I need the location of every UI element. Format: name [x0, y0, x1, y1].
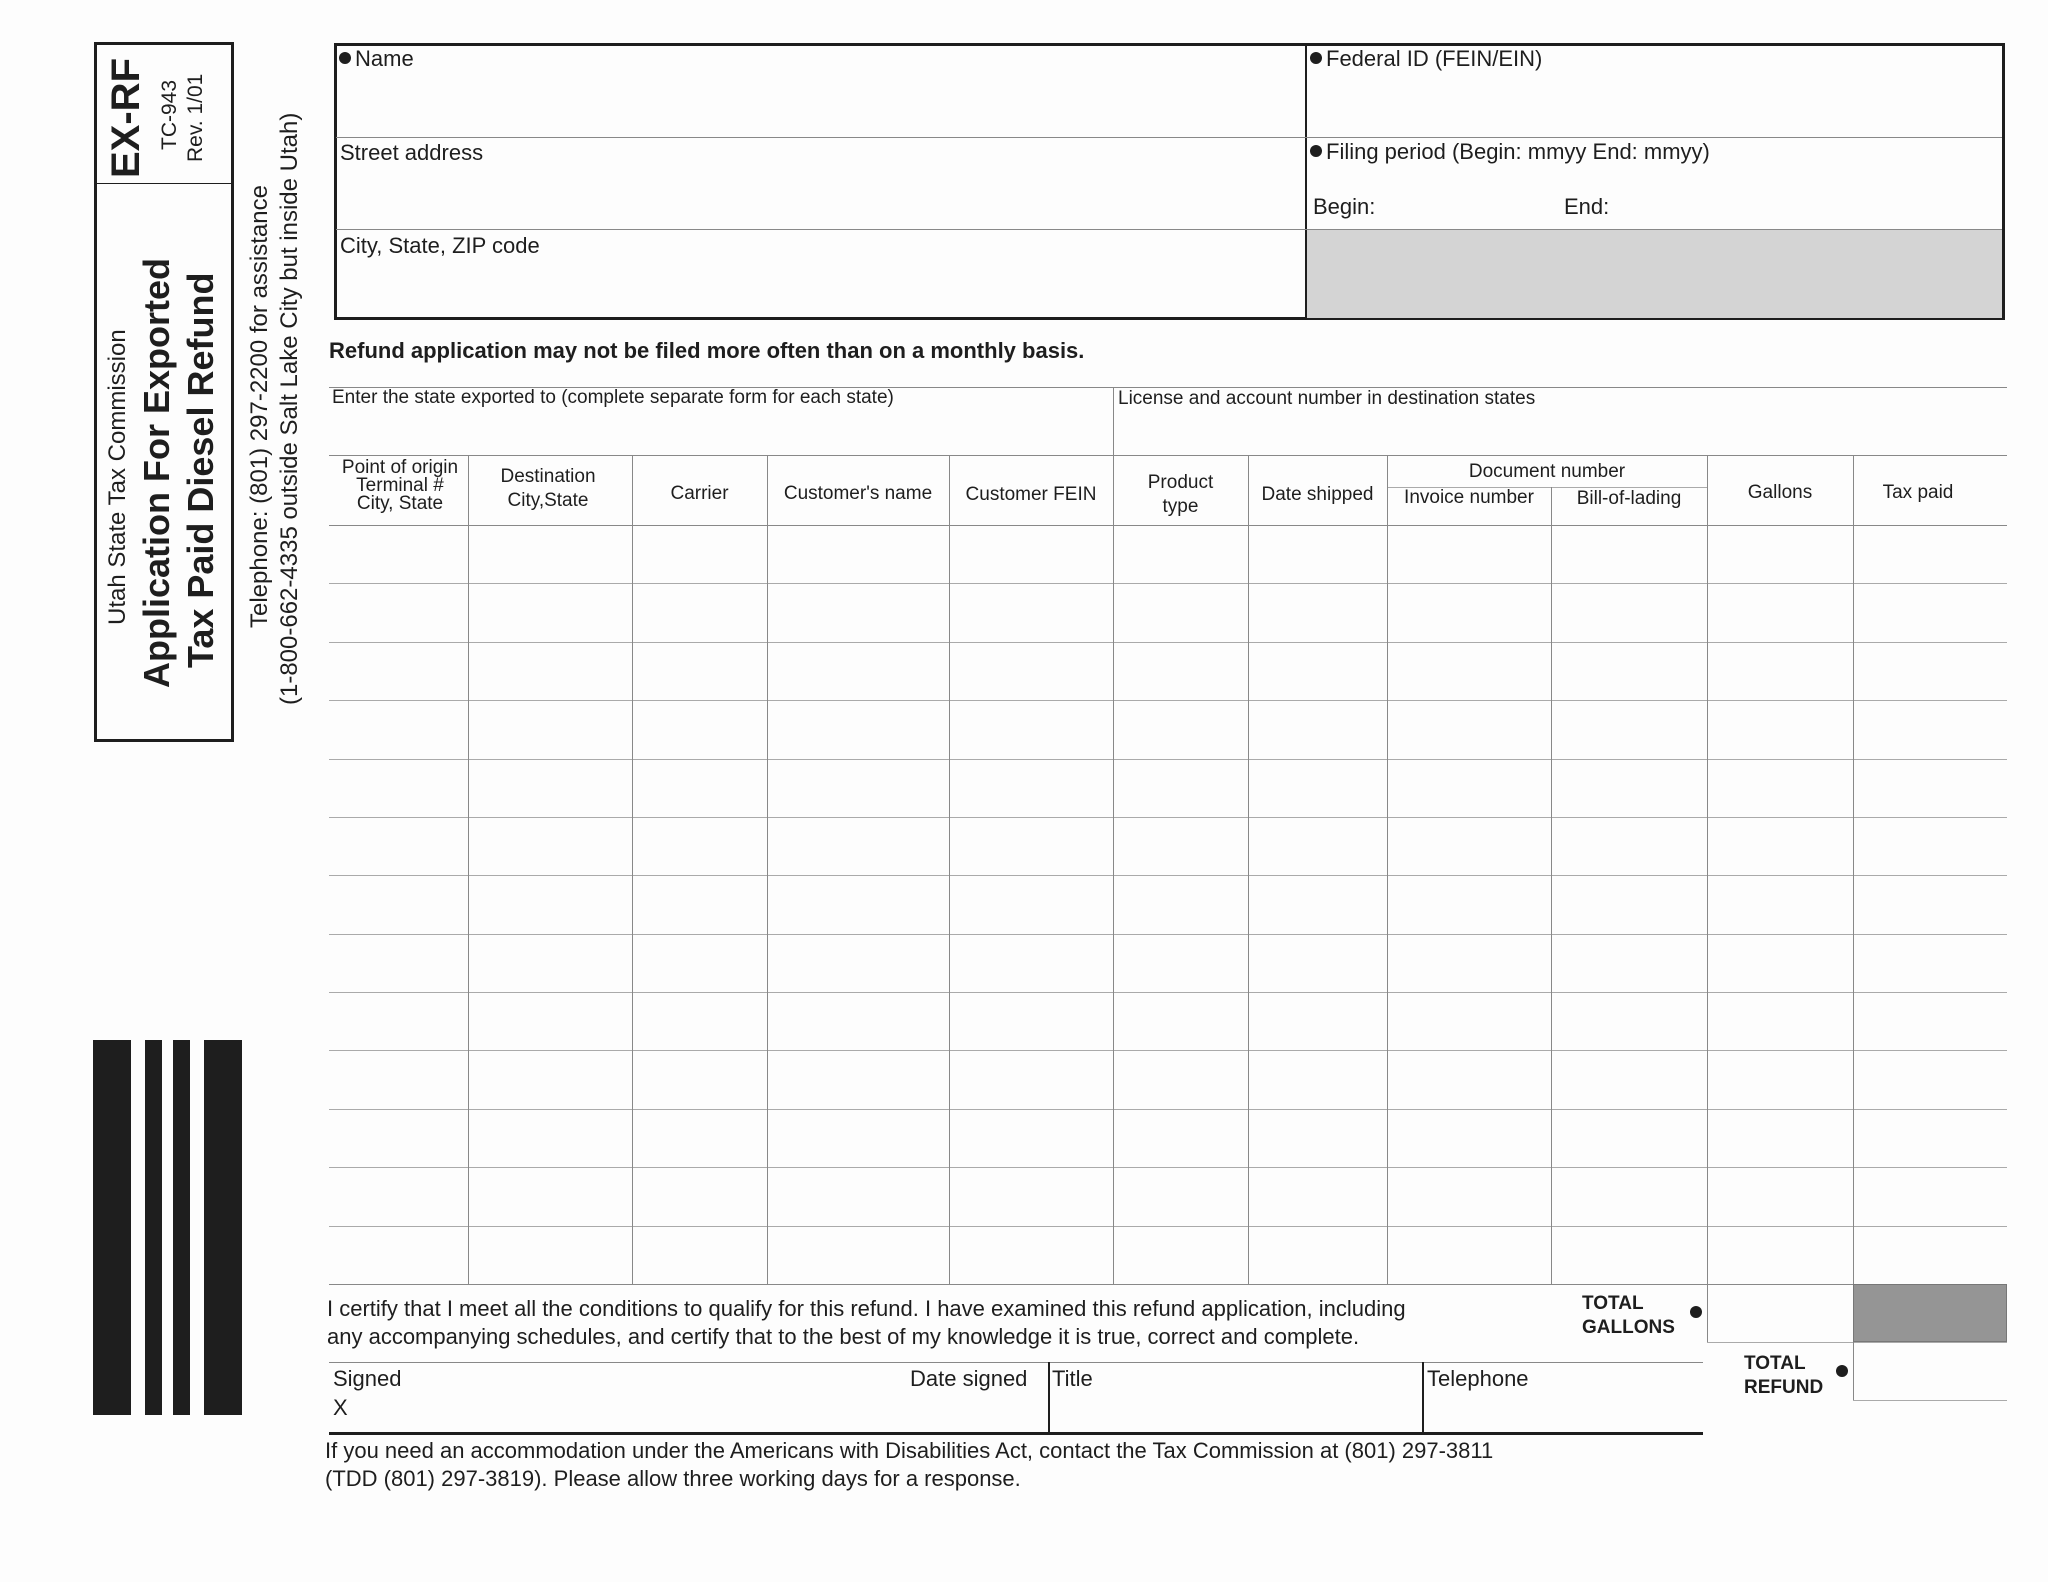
table-cell[interactable] — [330, 1168, 467, 1224]
table-cell[interactable] — [633, 993, 766, 1049]
table-cell[interactable] — [469, 1227, 631, 1283]
street-label: Street address — [340, 140, 484, 165]
table-cell[interactable] — [469, 584, 631, 640]
col-document-number: Document number — [1468, 461, 1626, 482]
table-cell[interactable] — [330, 526, 467, 582]
required-bullet-icon — [1310, 145, 1322, 157]
begin-field[interactable]: Begin: — [1313, 194, 1376, 219]
table-cell[interactable] — [633, 1168, 766, 1224]
col-origin-l3: City, State — [356, 493, 444, 514]
state-exported-field[interactable]: Enter the state exported to (complete separate form for each state) — [332, 387, 894, 408]
table-cell[interactable] — [950, 993, 1112, 1049]
name-field[interactable] — [339, 46, 414, 72]
table-cell[interactable] — [1249, 993, 1386, 1049]
table-cell[interactable] — [950, 1110, 1112, 1166]
table-cell[interactable] — [330, 1110, 467, 1166]
table-cell[interactable] — [1552, 584, 1706, 640]
table-cell[interactable] — [1552, 701, 1706, 757]
table-cell[interactable] — [950, 1227, 1112, 1283]
col-product-l1: Product — [1147, 472, 1214, 493]
required-bullet-icon — [1836, 1365, 1848, 1377]
table-cell[interactable] — [633, 1227, 766, 1283]
city-label: City, State, ZIP code — [340, 233, 540, 258]
table-cell[interactable] — [469, 1168, 631, 1224]
table-cell[interactable] — [768, 1051, 948, 1107]
total-gallons-input[interactable] — [1709, 1286, 1851, 1340]
table-cell[interactable] — [1708, 993, 1852, 1049]
table-cell[interactable] — [633, 818, 766, 874]
table-cell[interactable] — [330, 584, 467, 640]
table-cell[interactable] — [1249, 760, 1386, 816]
telephone-field[interactable]: Telephone — [1427, 1366, 1529, 1391]
required-bullet-icon — [339, 52, 351, 64]
table-cell[interactable] — [1854, 701, 2006, 757]
phone-line2: (1-800-662-4335 outside Salt Lake City but inside Utah) — [276, 112, 303, 705]
table-cell[interactable] — [950, 760, 1112, 816]
table-cell[interactable] — [1249, 818, 1386, 874]
table-cell[interactable] — [633, 643, 766, 699]
table-cell[interactable] — [1854, 1051, 2006, 1107]
table-cell[interactable] — [633, 760, 766, 816]
form-title-line2: Tax Paid Diesel Refund — [180, 272, 221, 668]
col-destination-l1: Destination — [500, 466, 596, 487]
table-cell[interactable] — [1854, 643, 2006, 699]
table-cell[interactable] — [1249, 643, 1386, 699]
certification-line1: I certify that I meet all the conditions to qualify for this refund. I have examined this refund application, including — [327, 1296, 1406, 1321]
total-refund-l2: REFUND — [1744, 1377, 1824, 1398]
table-cell[interactable] — [950, 584, 1112, 640]
table-cell[interactable] — [1388, 1110, 1550, 1166]
table-cell[interactable] — [1114, 1227, 1247, 1283]
table-cell[interactable] — [469, 818, 631, 874]
table-cell[interactable] — [1854, 993, 2006, 1049]
table-cell[interactable] — [469, 643, 631, 699]
signed-label: Signed — [333, 1366, 402, 1391]
table-cell[interactable] — [330, 935, 467, 991]
table-cell[interactable] — [1552, 1168, 1706, 1224]
table-cell[interactable] — [1708, 701, 1852, 757]
total-gallons-l2: GALLONS — [1582, 1317, 1675, 1338]
table-cell[interactable] — [950, 643, 1112, 699]
certification-text — [327, 1295, 1406, 1351]
table-cell[interactable] — [768, 818, 948, 874]
form-revision: Rev. 1/01 — [184, 73, 207, 162]
col-tax-paid: Tax paid — [1882, 482, 1954, 503]
col-customer-fein: Customer FEIN — [965, 484, 1097, 505]
street-address-field[interactable] — [340, 140, 483, 166]
table-cell[interactable] — [469, 1051, 631, 1107]
table-cell[interactable] — [469, 876, 631, 932]
table-cell[interactable] — [469, 935, 631, 991]
table-cell[interactable] — [469, 760, 631, 816]
table-cell[interactable] — [768, 760, 948, 816]
form-code: EX-RF — [104, 58, 148, 178]
table-cell[interactable] — [1114, 818, 1247, 874]
table-cell[interactable] — [1708, 935, 1852, 991]
table-cell[interactable] — [1388, 643, 1550, 699]
table-cell[interactable] — [950, 1168, 1112, 1224]
agency-name: Utah State Tax Commission — [104, 329, 131, 625]
col-destination — [468, 467, 628, 511]
table-cell[interactable] — [1854, 584, 2006, 640]
name-label: Name — [355, 46, 414, 71]
table-cell[interactable] — [1552, 1227, 1706, 1283]
table-cell[interactable] — [1388, 1227, 1550, 1283]
table-cell[interactable] — [1854, 876, 2006, 932]
table-cell[interactable] — [768, 1168, 948, 1224]
ada-footer-line1: If you need an accommodation under the Americans with Disabilities Act, contact the Tax Commission at (801) 297-3811 — [325, 1438, 1494, 1463]
table-cell[interactable] — [633, 526, 766, 582]
table-cell[interactable] — [1249, 526, 1386, 582]
certification-line2: any accompanying schedules, and certify that to the best of my knowledge it is true, correct and complete. — [327, 1324, 1360, 1349]
table-cell[interactable] — [1114, 993, 1247, 1049]
table-cell[interactable] — [1249, 584, 1386, 640]
table-cell[interactable] — [1708, 526, 1852, 582]
table-cell[interactable] — [1388, 701, 1550, 757]
col-invoice-number: Invoice number — [1404, 487, 1534, 508]
table-cell[interactable] — [1552, 818, 1706, 874]
table-cell[interactable] — [1114, 935, 1247, 991]
table-cell[interactable] — [1388, 526, 1550, 582]
table-cell[interactable] — [768, 701, 948, 757]
table-cell[interactable] — [1854, 935, 2006, 991]
ada-footer — [325, 1437, 1493, 1493]
phone-line1: Telephone: (801) 297-2200 for assistance — [246, 185, 273, 628]
end-field[interactable]: End: — [1564, 194, 1610, 219]
table-cell[interactable] — [1388, 760, 1550, 816]
table-cell[interactable] — [1708, 1110, 1852, 1166]
table-cell[interactable] — [1388, 993, 1550, 1049]
table-cell[interactable] — [1708, 1168, 1852, 1224]
col-origin-l2: Terminal # — [356, 475, 444, 496]
ada-footer-line2: (TDD (801) 297-3819). Please allow three working days for a response. — [325, 1466, 1021, 1491]
table-cell[interactable] — [1114, 526, 1247, 582]
form-number: TC-943 — [158, 79, 181, 150]
table-cell[interactable] — [330, 818, 467, 874]
table-cell[interactable] — [768, 584, 948, 640]
table-cell[interactable] — [1249, 1110, 1386, 1166]
table-cell[interactable] — [950, 526, 1112, 582]
col-customer-name: Customer's name — [783, 483, 933, 504]
table-cell[interactable] — [1388, 584, 1550, 640]
table-cell[interactable] — [1114, 701, 1247, 757]
table-cell[interactable] — [469, 993, 631, 1049]
table-cell[interactable] — [950, 1051, 1112, 1107]
filing-frequency-notice: Refund application may not be filed more often than on a monthly basis. — [329, 338, 1085, 363]
filing-period-label: Filing period (Begin: mmyy End: mmyy) — [1326, 139, 1710, 164]
table-cell[interactable] — [1114, 760, 1247, 816]
required-bullet-icon — [1310, 52, 1322, 64]
date-signed-field[interactable]: Date signed — [910, 1366, 1028, 1391]
table-cell[interactable] — [633, 584, 766, 640]
table-cell[interactable] — [330, 643, 467, 699]
table-cell[interactable] — [1708, 760, 1852, 816]
table-cell[interactable] — [768, 1227, 948, 1283]
total-refund-input[interactable] — [1855, 1344, 2005, 1398]
table-cell[interactable] — [1388, 818, 1550, 874]
col-carrier: Carrier — [670, 483, 729, 504]
col-origin — [330, 459, 470, 513]
table-cell[interactable] — [1552, 760, 1706, 816]
table-cell[interactable] — [1114, 643, 1247, 699]
table-cell[interactable] — [469, 526, 631, 582]
table-cell[interactable] — [1854, 818, 2006, 874]
col-destination-l2: City,State — [507, 490, 589, 511]
table-cell[interactable] — [1249, 701, 1386, 757]
table-cell[interactable] — [1552, 1110, 1706, 1166]
col-product-l2: type — [1162, 496, 1199, 517]
table-cell[interactable] — [1708, 1227, 1852, 1283]
table-cell[interactable] — [1708, 584, 1852, 640]
shaded-office-use-area — [1306, 230, 2002, 318]
table-cell[interactable] — [633, 876, 766, 932]
table-cell[interactable] — [1708, 818, 1852, 874]
table-cell[interactable] — [1388, 876, 1550, 932]
table-cell[interactable] — [1552, 993, 1706, 1049]
table-cell[interactable] — [330, 1227, 467, 1283]
table-cell[interactable] — [1854, 1168, 2006, 1224]
table-cell[interactable] — [1552, 526, 1706, 582]
table-cell[interactable] — [1708, 643, 1852, 699]
table-cell[interactable] — [768, 526, 948, 582]
table-cell[interactable] — [330, 993, 467, 1049]
fein-field[interactable] — [1310, 46, 1542, 72]
table-cell[interactable] — [1249, 876, 1386, 932]
table-cell[interactable] — [633, 1051, 766, 1107]
table-cell[interactable] — [330, 1051, 467, 1107]
table-cell[interactable] — [1249, 1168, 1386, 1224]
col-date-shipped: Date shipped — [1261, 484, 1374, 505]
table-cell[interactable] — [1854, 1227, 2006, 1283]
table-cell[interactable] — [1249, 1051, 1386, 1107]
table-cell[interactable] — [950, 935, 1112, 991]
table-cell[interactable] — [768, 935, 948, 991]
tax-paid-total-shaded — [1853, 1284, 2007, 1342]
table-cell[interactable] — [330, 701, 467, 757]
table-cell[interactable] — [330, 876, 467, 932]
fein-label: Federal ID (FEIN/EIN) — [1326, 46, 1543, 71]
col-origin-l1: Point of origin — [341, 457, 459, 478]
table-cell[interactable] — [1552, 935, 1706, 991]
col-bill-of-lading: Bill-of-lading — [1576, 488, 1682, 509]
license-account-field[interactable]: License and account number in destination states — [1118, 388, 1536, 409]
table-cell[interactable] — [950, 818, 1112, 874]
table-cell[interactable] — [1388, 1051, 1550, 1107]
table-cell[interactable] — [1114, 1168, 1247, 1224]
total-refund-l1: TOTAL — [1744, 1353, 1806, 1374]
table-cell[interactable] — [768, 1110, 948, 1166]
title-divider — [94, 183, 234, 184]
filing-period-field[interactable] — [1310, 139, 1710, 165]
table-cell[interactable] — [1249, 1227, 1386, 1283]
table-cell[interactable] — [330, 760, 467, 816]
table-cell[interactable] — [633, 935, 766, 991]
table-cell[interactable] — [768, 993, 948, 1049]
table-cell[interactable] — [1854, 760, 2006, 816]
table-cell[interactable] — [469, 1110, 631, 1166]
title-field[interactable]: Title — [1052, 1366, 1093, 1391]
table-cell[interactable] — [1114, 1110, 1247, 1166]
table-cell[interactable] — [1552, 876, 1706, 932]
table-cell[interactable] — [1854, 1110, 2006, 1166]
total-gallons-label — [1582, 1292, 1675, 1340]
required-bullet-icon — [1690, 1306, 1702, 1318]
table-cell[interactable] — [1708, 876, 1852, 932]
table-cell[interactable] — [633, 1110, 766, 1166]
table-cell[interactable] — [950, 701, 1112, 757]
total-refund-label — [1744, 1352, 1823, 1400]
table-cell[interactable] — [1114, 1051, 1247, 1107]
table-cell[interactable] — [1249, 935, 1386, 991]
col-gallons: Gallons — [1747, 482, 1813, 503]
table-cell[interactable] — [1388, 935, 1550, 991]
table-cell[interactable] — [1552, 643, 1706, 699]
table-cell[interactable] — [950, 876, 1112, 932]
table-cell[interactable] — [768, 643, 948, 699]
table-cell[interactable] — [469, 701, 631, 757]
table-cell[interactable] — [1114, 876, 1247, 932]
total-gallons-l1: TOTAL — [1582, 1293, 1644, 1314]
table-cell[interactable] — [1114, 584, 1247, 640]
table-cell[interactable] — [1388, 1168, 1550, 1224]
signature-field[interactable]: X — [333, 1395, 348, 1420]
table-cell[interactable] — [1854, 526, 2006, 582]
col-product-type — [1113, 473, 1248, 517]
form-title-line1: Application For Exported — [136, 257, 177, 688]
table-cell[interactable] — [768, 876, 948, 932]
table-cell[interactable] — [1552, 1051, 1706, 1107]
city-state-zip-field[interactable] — [340, 233, 540, 259]
table-cell[interactable] — [1708, 1051, 1852, 1107]
table-cell[interactable] — [633, 701, 766, 757]
